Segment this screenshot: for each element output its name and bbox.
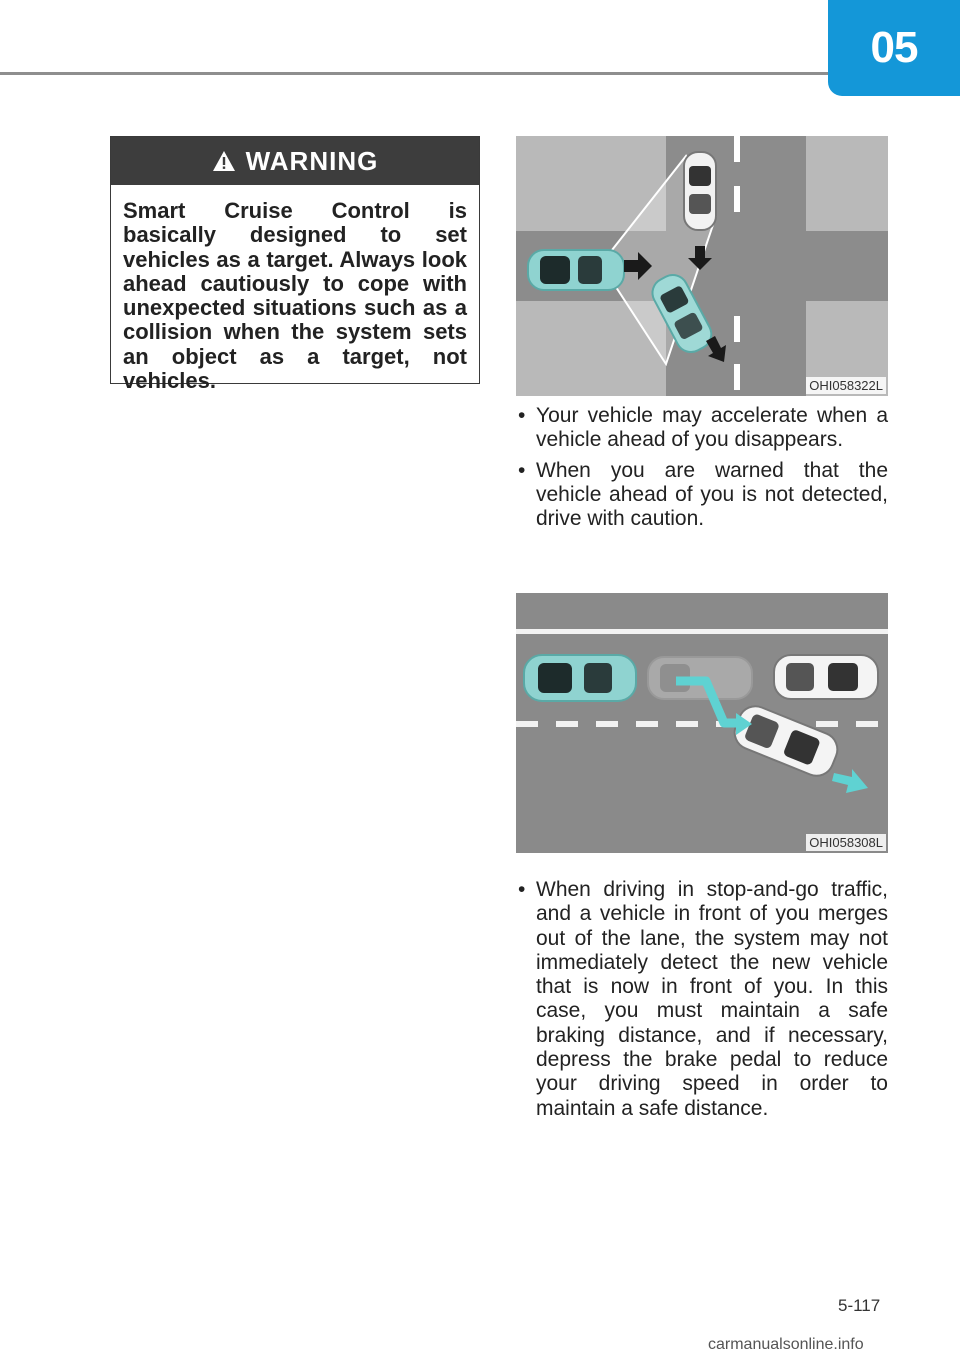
figure-code: OHI058308L [806,834,886,851]
warning-title: WARNING [245,145,379,176]
warning-box [110,136,480,394]
warning-text: Smart Cruise Control is basically designed to set vehicles as a target. Always look ahead cautiously to cope with unexpected situations such as a collision when the system sets an object as a target, not vehicles. [123,198,467,394]
watermark: carmanualsonline.info [708,1336,864,1353]
bullet-list-1 [516,404,888,537]
my-car-icon [524,655,636,701]
bullet-item: • When you are warned that the vehicle ahead of you is not detected, drive with caution. [516,459,888,532]
figure-lane-merge [516,593,888,853]
warning-header [111,137,479,185]
bullet-list-2 [516,878,888,1127]
bullet-item: • When driving in stop-and-go traffic, and a vehicle in front of you merges out of the lane, the system may not immediately detect the new vehicle that is now in front of you. In this case, you must maintain a safe braking distance, and if necessary, depress the brake pedal to reduce your driving speed in order to maintain a safe distance. [516,878,888,1121]
figure-code: OHI058322L [806,377,886,394]
intersection-illustration [516,136,888,396]
figure-intersection [516,136,888,396]
header-rule [0,72,828,75]
warning-triangle-icon [212,150,236,172]
page-number: 5-117 [838,1296,881,1315]
bullet-item: • Your vehicle may accelerate when a vehicle ahead of you disappears. [516,404,888,453]
lane-merge-illustration [516,593,888,853]
chapter-tab: 05 [828,0,960,96]
my-car-icon [528,250,624,290]
